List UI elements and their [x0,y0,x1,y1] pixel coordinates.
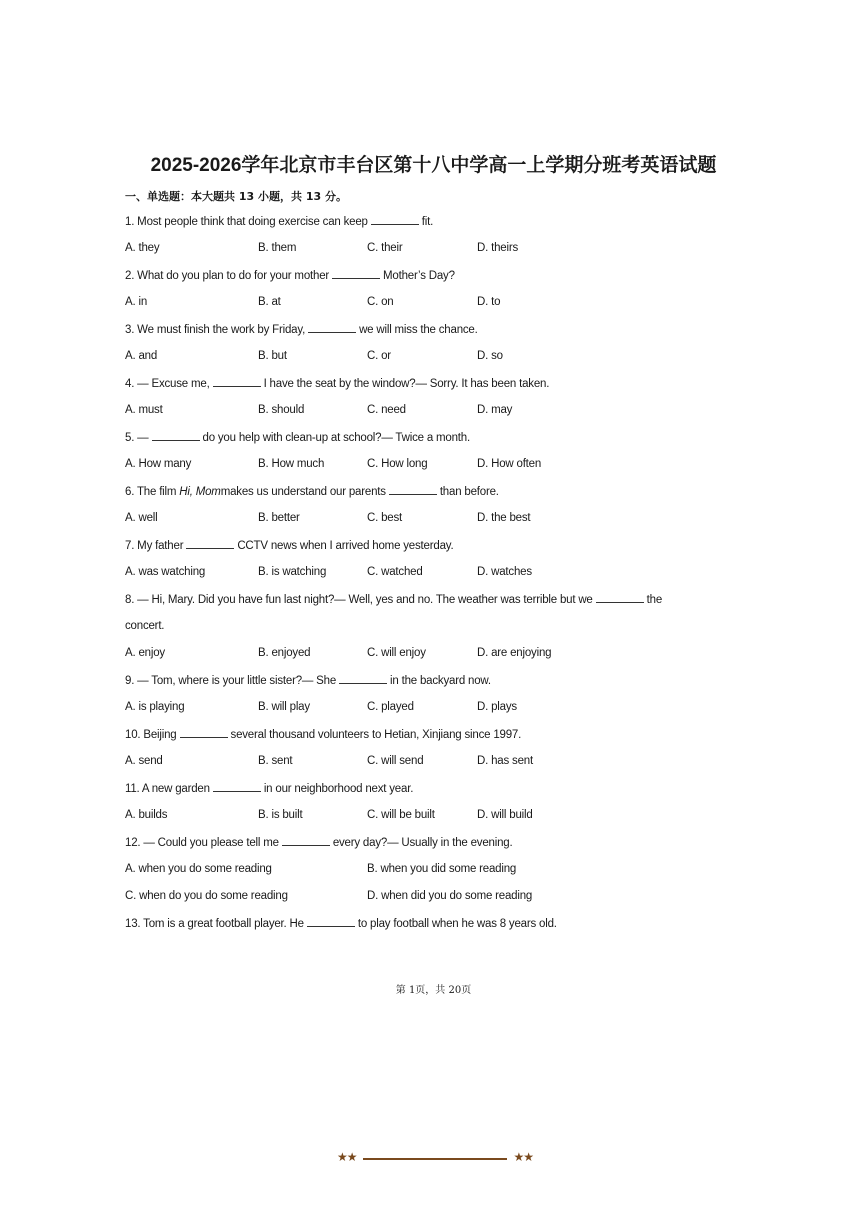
option-b[interactable]: B. enjoyed [258,647,311,659]
question-4-stem [125,377,549,390]
option-c[interactable]: C. How long [367,458,428,470]
option-b[interactable]: B. should [258,404,305,416]
question-text: 11. A new garden [125,783,210,795]
question-text: 7. My father [125,540,184,552]
question-6-options [125,512,685,528]
option-a[interactable]: A. in [125,296,148,308]
option-b[interactable]: B. them [258,242,297,254]
option-d[interactable]: D. plays [477,701,517,713]
option-b[interactable]: B. when you did some reading [367,863,517,875]
option-a[interactable]: A. How many [125,458,192,470]
answer-blank [596,593,644,603]
option-a[interactable]: A. was watching [125,566,206,578]
option-c[interactable]: C. best [367,512,403,524]
option-a[interactable]: A. well [125,512,158,524]
option-a[interactable]: A. and [125,350,158,362]
option-d[interactable]: D. watches [477,566,532,578]
option-d[interactable]: D. the best [477,512,531,524]
section-mid: 小题，共 [258,190,302,203]
question-text: 1. Most people think that doing exercise can keep [125,216,368,228]
answer-blank [186,539,234,549]
question-12-stem [125,836,512,849]
section-heading [125,188,347,204]
page-title: 2025-2026学年北京市丰台区第十八中学高一上学期分班考英语试题 [150,155,717,176]
question-1-stem [125,215,433,228]
question-13-stem [125,917,557,930]
option-b[interactable]: B. will play [258,701,310,713]
question-9-options [125,701,685,717]
option-c[interactable]: C. or [367,350,391,362]
option-b[interactable]: B. is built [258,809,303,821]
question-text: 4. — Excuse me, [125,378,210,390]
option-c[interactable]: C. will be built [367,809,435,821]
question-text: in our neighborhood next year. [263,783,414,795]
question-5-options [125,458,685,474]
question-10-options [125,755,685,771]
question-text: every day?— Usually in the evening. [332,837,513,849]
option-d[interactable]: D. are enjoying [477,647,552,659]
answer-blank [152,431,200,441]
question-text: 5. — [125,432,149,444]
question-2-options [125,296,685,312]
option-b[interactable]: B. at [258,296,281,308]
option-d[interactable]: D. will build [477,809,533,821]
question-11-stem [125,782,413,795]
question-text: several thousand volunteers to Hetian, Xinjiang since 1997. [230,729,522,741]
question-text: 3. We must finish the work by Friday, [125,324,306,336]
page-number-footer: 第 1页，共 20页 [395,985,472,996]
question-5-stem [125,431,470,444]
question-text: 6. The film [125,486,177,498]
option-a[interactable]: A. enjoy [125,647,165,659]
answer-blank [307,917,355,927]
question-text: makes us understand our parents [220,486,386,498]
star-icon: ★★ [513,1150,533,1164]
footer-ornament [337,1150,533,1166]
answer-blank [213,377,261,387]
option-c[interactable]: C. need [367,404,406,416]
question-text: CCTV news when I arrived home yesterday. [237,540,454,552]
question-6-stem [125,485,499,498]
question-1-options [125,242,685,258]
option-c[interactable]: C. when do you do some reading [125,890,288,902]
option-b[interactable]: B. but [258,350,287,362]
question-8-stem [125,593,662,606]
option-d[interactable]: D. theirs [477,242,519,254]
section-prefix: 一、单选题：本大题共 [125,190,235,203]
option-a[interactable]: A. builds [125,809,168,821]
question-3-options [125,350,685,366]
section-score: 13 [305,190,322,203]
option-c[interactable]: C. played [367,701,414,713]
question-9-stem [125,674,491,687]
question-10-stem [125,728,521,741]
question-text: the [646,594,663,606]
option-a[interactable]: A. must [125,404,163,416]
answer-blank [389,485,437,495]
option-d[interactable]: D. so [477,350,503,362]
question-12-options-row-2 [125,890,685,906]
question-text: 13. Tom is a great football player. He [125,918,304,930]
question-text: in the backyard now. [390,675,491,687]
answer-blank [180,728,228,738]
film-title: Hi, Mom [179,486,221,498]
question-text: to play football when he was 8 years old. [357,918,557,930]
option-b[interactable]: B. sent [258,755,293,767]
answer-blank [339,674,387,684]
option-c[interactable]: C. watched [367,566,423,578]
answer-blank [371,215,419,225]
section-suffix: 分。 [325,190,347,203]
ornament-rule [363,1158,507,1160]
question-text: than before. [439,486,499,498]
option-b[interactable]: B. better [258,512,300,524]
option-a[interactable]: A. when you do some reading [125,863,272,875]
question-12-options-row-1 [125,863,685,879]
question-text: 9. — Tom, where is your little sister?— She [125,675,337,687]
question-7-options [125,566,685,582]
question-text: I have the seat by the window?— Sorry. It has been taken. [263,378,550,390]
question-text: 12. — Could you please tell me [125,837,279,849]
question-8-stem-continued: concert. [125,620,165,632]
question-11-options [125,809,685,825]
option-d[interactable]: D. to [477,296,501,308]
option-d[interactable]: D. has sent [477,755,533,767]
section-count: 13 [238,190,255,203]
option-a[interactable]: A. is playing [125,701,185,713]
answer-blank [308,323,356,333]
option-c[interactable]: C. will send [367,755,424,767]
option-a[interactable]: A. send [125,755,163,767]
option-d[interactable]: D. may [477,404,513,416]
answer-blank [213,782,261,792]
question-text: Mother’s Day? [383,270,455,282]
option-d[interactable]: D. when did you do some reading [367,890,533,902]
question-4-options [125,404,685,420]
option-c[interactable]: C. on [367,296,394,308]
option-d[interactable]: D. How often [477,458,542,470]
star-icon: ★★ [337,1150,357,1164]
question-3-stem [125,323,478,336]
option-b[interactable]: B. is watching [258,566,327,578]
question-text: 2. What do you plan to do for your mother [125,270,330,282]
option-b[interactable]: B. How much [258,458,325,470]
question-text: 10. Beijing [125,729,177,741]
question-text: we will miss the chance. [359,324,478,336]
question-2-stem [125,269,455,282]
option-c[interactable]: C. their [367,242,403,254]
question-text: do you help with clean-up at school?— Twice a month. [202,432,470,444]
question-8-options [125,647,685,663]
option-c[interactable]: C. will enjoy [367,647,426,659]
option-a[interactable]: A. they [125,242,160,254]
question-text: fit. [421,216,434,228]
answer-blank [332,269,380,279]
question-7-stem [125,539,453,552]
question-text: 8. — Hi, Mary. Did you have fun last night?— Well, yes and no. The weather was terrible but we [125,594,593,606]
answer-blank [282,836,330,846]
